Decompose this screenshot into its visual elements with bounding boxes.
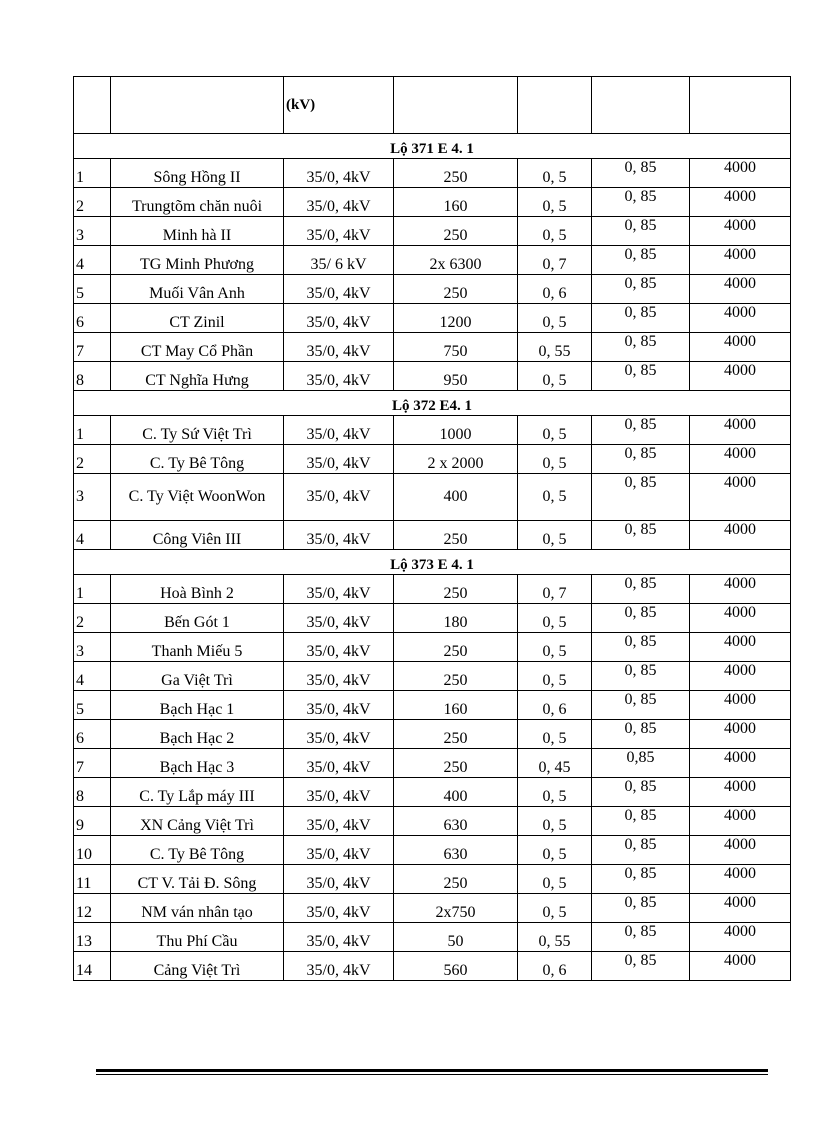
capacity-cell: 2x750 bbox=[394, 894, 518, 923]
load-factor-cell: 0, 45 bbox=[518, 749, 592, 778]
name-cell: Bến Gót 1 bbox=[111, 604, 284, 633]
stt-cell: 1 bbox=[74, 159, 111, 188]
hours-cell: 4000 bbox=[690, 575, 791, 604]
voltage-cell: 35/ 6 kV bbox=[284, 246, 394, 275]
name-cell: C. Ty Việt WoonWon bbox=[111, 474, 284, 521]
hours-cell: 4000 bbox=[690, 662, 791, 691]
group-title: Lộ 371 E 4. 1 bbox=[74, 134, 791, 159]
transformer-table bbox=[73, 76, 791, 981]
name-cell: Sông Hồng II bbox=[111, 159, 284, 188]
load-factor-cell: 0, 5 bbox=[518, 720, 592, 749]
capacity-cell: 50 bbox=[394, 923, 518, 952]
capacity-cell: 1000 bbox=[394, 416, 518, 445]
name-cell: C. Ty Sứ Việt Trì bbox=[111, 416, 284, 445]
name-cell: Hoà Bình 2 bbox=[111, 575, 284, 604]
voltage-cell: 35/0, 4kV bbox=[284, 720, 394, 749]
table-row bbox=[74, 720, 791, 749]
hours-cell: 4000 bbox=[690, 691, 791, 720]
load-factor-cell: 0, 7 bbox=[518, 575, 592, 604]
header-cell-stt bbox=[74, 77, 111, 134]
power-factor-cell: 0, 85 bbox=[592, 691, 690, 720]
power-factor-cell: 0, 85 bbox=[592, 662, 690, 691]
voltage-cell: 35/0, 4kV bbox=[284, 807, 394, 836]
capacity-cell: 400 bbox=[394, 778, 518, 807]
table-row bbox=[74, 362, 791, 391]
power-factor-cell: 0, 85 bbox=[592, 923, 690, 952]
group-header-row bbox=[74, 391, 791, 416]
power-factor-cell: 0, 85 bbox=[592, 362, 690, 391]
load-factor-cell: 0, 5 bbox=[518, 865, 592, 894]
power-factor-cell: 0, 85 bbox=[592, 720, 690, 749]
stt-cell: 4 bbox=[74, 521, 111, 550]
voltage-cell: 35/0, 4kV bbox=[284, 836, 394, 865]
voltage-cell: 35/0, 4kV bbox=[284, 521, 394, 550]
table-row bbox=[74, 521, 791, 550]
power-factor-cell: 0, 85 bbox=[592, 604, 690, 633]
name-cell: Công Viên III bbox=[111, 521, 284, 550]
load-factor-cell: 0, 5 bbox=[518, 836, 592, 865]
stt-cell: 9 bbox=[74, 807, 111, 836]
power-factor-cell: 0,85 bbox=[592, 749, 690, 778]
table-row bbox=[74, 691, 791, 720]
hours-cell: 4000 bbox=[690, 894, 791, 923]
stt-cell: 8 bbox=[74, 362, 111, 391]
load-factor-cell: 0, 5 bbox=[518, 778, 592, 807]
hours-cell: 4000 bbox=[690, 217, 791, 246]
capacity-cell: 2x 6300 bbox=[394, 246, 518, 275]
group-title: Lộ 372 E4. 1 bbox=[74, 391, 791, 416]
table-row bbox=[74, 807, 791, 836]
voltage-cell: 35/0, 4kV bbox=[284, 575, 394, 604]
footer-rule-thick bbox=[96, 1069, 768, 1072]
name-cell: Thanh Miếu 5 bbox=[111, 633, 284, 662]
stt-cell: 3 bbox=[74, 217, 111, 246]
power-factor-cell: 0, 85 bbox=[592, 275, 690, 304]
capacity-cell: 250 bbox=[394, 633, 518, 662]
table-body bbox=[74, 77, 791, 981]
name-cell: NM ván nhân tạo bbox=[111, 894, 284, 923]
load-factor-cell: 0, 5 bbox=[518, 304, 592, 333]
hours-cell: 4000 bbox=[690, 749, 791, 778]
hours-cell: 4000 bbox=[690, 604, 791, 633]
hours-cell: 4000 bbox=[690, 416, 791, 445]
name-cell: XN Cảng Việt Trì bbox=[111, 807, 284, 836]
stt-cell: 6 bbox=[74, 304, 111, 333]
load-factor-cell: 0, 7 bbox=[518, 246, 592, 275]
capacity-cell: 250 bbox=[394, 575, 518, 604]
voltage-cell: 35/0, 4kV bbox=[284, 474, 394, 521]
capacity-cell: 160 bbox=[394, 691, 518, 720]
stt-cell: 4 bbox=[74, 246, 111, 275]
power-factor-cell: 0, 85 bbox=[592, 633, 690, 662]
table-row bbox=[74, 575, 791, 604]
power-factor-cell: 0, 85 bbox=[592, 836, 690, 865]
voltage-cell: 35/0, 4kV bbox=[284, 445, 394, 474]
table-row bbox=[74, 474, 791, 521]
table-row bbox=[74, 416, 791, 445]
hours-cell: 4000 bbox=[690, 778, 791, 807]
stt-cell: 8 bbox=[74, 778, 111, 807]
name-cell: Bạch Hạc 3 bbox=[111, 749, 284, 778]
table-row bbox=[74, 333, 791, 362]
voltage-cell: 35/0, 4kV bbox=[284, 275, 394, 304]
power-factor-cell: 0, 85 bbox=[592, 952, 690, 981]
hours-cell: 4000 bbox=[690, 807, 791, 836]
table-row bbox=[74, 633, 791, 662]
voltage-cell: 35/0, 4kV bbox=[284, 188, 394, 217]
hours-cell: 4000 bbox=[690, 159, 791, 188]
capacity-cell: 630 bbox=[394, 807, 518, 836]
stt-cell: 14 bbox=[74, 952, 111, 981]
capacity-cell: 750 bbox=[394, 333, 518, 362]
table-row bbox=[74, 662, 791, 691]
name-cell: CT V. Tải Đ. Sông bbox=[111, 865, 284, 894]
stt-cell: 3 bbox=[74, 474, 111, 521]
stt-cell: 12 bbox=[74, 894, 111, 923]
capacity-cell: 400 bbox=[394, 474, 518, 521]
power-factor-cell: 0, 85 bbox=[592, 159, 690, 188]
hours-cell: 4000 bbox=[690, 246, 791, 275]
header-cell-hours bbox=[690, 77, 791, 134]
header-cell-capacity bbox=[394, 77, 518, 134]
hours-cell: 4000 bbox=[690, 923, 791, 952]
hours-cell: 4000 bbox=[690, 362, 791, 391]
stt-cell: 4 bbox=[74, 662, 111, 691]
stt-cell: 2 bbox=[74, 188, 111, 217]
load-factor-cell: 0, 5 bbox=[518, 362, 592, 391]
table-row bbox=[74, 304, 791, 333]
header-cell-load-factor bbox=[518, 77, 592, 134]
table-row bbox=[74, 865, 791, 894]
capacity-cell: 180 bbox=[394, 604, 518, 633]
hours-cell: 4000 bbox=[690, 333, 791, 362]
hours-cell: 4000 bbox=[690, 474, 791, 521]
stt-cell: 5 bbox=[74, 275, 111, 304]
name-cell: Bạch Hạc 1 bbox=[111, 691, 284, 720]
name-cell: CT May Cổ Phần bbox=[111, 333, 284, 362]
power-factor-cell: 0, 85 bbox=[592, 246, 690, 275]
load-factor-cell: 0, 6 bbox=[518, 275, 592, 304]
name-cell: Thu Phí Cầu bbox=[111, 923, 284, 952]
load-factor-cell: 0, 5 bbox=[518, 474, 592, 521]
voltage-cell: 35/0, 4kV bbox=[284, 633, 394, 662]
hours-cell: 4000 bbox=[690, 836, 791, 865]
power-factor-cell: 0, 85 bbox=[592, 304, 690, 333]
capacity-cell: 250 bbox=[394, 159, 518, 188]
power-factor-cell: 0, 85 bbox=[592, 445, 690, 474]
load-factor-cell: 0, 5 bbox=[518, 894, 592, 923]
voltage-cell: 35/0, 4kV bbox=[284, 217, 394, 246]
power-factor-cell: 0, 85 bbox=[592, 474, 690, 521]
footer-rule-thin bbox=[96, 1074, 768, 1075]
header-cell-power-factor bbox=[592, 77, 690, 134]
voltage-cell: 35/0, 4kV bbox=[284, 749, 394, 778]
load-factor-cell: 0, 6 bbox=[518, 691, 592, 720]
voltage-cell: 35/0, 4kV bbox=[284, 691, 394, 720]
table-row bbox=[74, 159, 791, 188]
load-factor-cell: 0, 5 bbox=[518, 521, 592, 550]
group-header-row bbox=[74, 550, 791, 575]
table-row bbox=[74, 894, 791, 923]
name-cell: Cảng Việt Trì bbox=[111, 952, 284, 981]
capacity-cell: 250 bbox=[394, 749, 518, 778]
voltage-cell: 35/0, 4kV bbox=[284, 159, 394, 188]
load-factor-cell: 0, 5 bbox=[518, 662, 592, 691]
stt-cell: 13 bbox=[74, 923, 111, 952]
voltage-cell: 35/0, 4kV bbox=[284, 894, 394, 923]
load-factor-cell: 0, 55 bbox=[518, 333, 592, 362]
name-cell: C. Ty Lắp máy III bbox=[111, 778, 284, 807]
table-row bbox=[74, 604, 791, 633]
name-cell: Trungtõm chăn nuôi bbox=[111, 188, 284, 217]
name-cell: CT Nghĩa Hưng bbox=[111, 362, 284, 391]
power-factor-cell: 0, 85 bbox=[592, 575, 690, 604]
capacity-cell: 250 bbox=[394, 275, 518, 304]
stt-cell: 5 bbox=[74, 691, 111, 720]
power-factor-cell: 0, 85 bbox=[592, 865, 690, 894]
group-title: Lộ 373 E 4. 1 bbox=[74, 550, 791, 575]
power-factor-cell: 0, 85 bbox=[592, 188, 690, 217]
stt-cell: 6 bbox=[74, 720, 111, 749]
capacity-cell: 250 bbox=[394, 720, 518, 749]
table-row bbox=[74, 445, 791, 474]
voltage-cell: 35/0, 4kV bbox=[284, 923, 394, 952]
load-factor-cell: 0, 5 bbox=[518, 807, 592, 836]
power-factor-cell: 0, 85 bbox=[592, 521, 690, 550]
header-cell-voltage: (kV) bbox=[284, 77, 394, 134]
capacity-cell: 2 x 2000 bbox=[394, 445, 518, 474]
load-factor-cell: 0, 5 bbox=[518, 416, 592, 445]
stt-cell: 2 bbox=[74, 445, 111, 474]
stt-cell: 10 bbox=[74, 836, 111, 865]
capacity-cell: 250 bbox=[394, 521, 518, 550]
stt-cell: 1 bbox=[74, 416, 111, 445]
voltage-cell: 35/0, 4kV bbox=[284, 362, 394, 391]
capacity-cell: 630 bbox=[394, 836, 518, 865]
table-row bbox=[74, 188, 791, 217]
stt-cell: 7 bbox=[74, 333, 111, 362]
hours-cell: 4000 bbox=[690, 865, 791, 894]
name-cell: Minh hà II bbox=[111, 217, 284, 246]
name-cell: Muối Vân Anh bbox=[111, 275, 284, 304]
power-factor-cell: 0, 85 bbox=[592, 807, 690, 836]
name-cell: C. Ty Bê Tông bbox=[111, 445, 284, 474]
power-factor-cell: 0, 85 bbox=[592, 217, 690, 246]
load-factor-cell: 0, 5 bbox=[518, 188, 592, 217]
stt-cell: 11 bbox=[74, 865, 111, 894]
name-cell: Ga Việt Trì bbox=[111, 662, 284, 691]
voltage-cell: 35/0, 4kV bbox=[284, 416, 394, 445]
group-header-row bbox=[74, 134, 791, 159]
voltage-cell: 35/0, 4kV bbox=[284, 604, 394, 633]
name-cell: CT Zinil bbox=[111, 304, 284, 333]
hours-cell: 4000 bbox=[690, 720, 791, 749]
stt-cell: 1 bbox=[74, 575, 111, 604]
name-cell: C. Ty Bê Tông bbox=[111, 836, 284, 865]
voltage-cell: 35/0, 4kV bbox=[284, 778, 394, 807]
header-cell-name bbox=[111, 77, 284, 134]
header-row bbox=[74, 77, 791, 134]
power-factor-cell: 0, 85 bbox=[592, 416, 690, 445]
stt-cell: 7 bbox=[74, 749, 111, 778]
load-factor-cell: 0, 5 bbox=[518, 604, 592, 633]
capacity-cell: 160 bbox=[394, 188, 518, 217]
stt-cell: 2 bbox=[74, 604, 111, 633]
table-row bbox=[74, 952, 791, 981]
table-row bbox=[74, 749, 791, 778]
voltage-cell: 35/0, 4kV bbox=[284, 333, 394, 362]
table-row bbox=[74, 275, 791, 304]
voltage-cell: 35/0, 4kV bbox=[284, 304, 394, 333]
voltage-cell: 35/0, 4kV bbox=[284, 952, 394, 981]
voltage-cell: 35/0, 4kV bbox=[284, 662, 394, 691]
hours-cell: 4000 bbox=[690, 188, 791, 217]
hours-cell: 4000 bbox=[690, 275, 791, 304]
hours-cell: 4000 bbox=[690, 445, 791, 474]
capacity-cell: 250 bbox=[394, 662, 518, 691]
capacity-cell: 250 bbox=[394, 217, 518, 246]
hours-cell: 4000 bbox=[690, 633, 791, 662]
name-cell: Bạch Hạc 2 bbox=[111, 720, 284, 749]
capacity-cell: 560 bbox=[394, 952, 518, 981]
load-factor-cell: 0, 5 bbox=[518, 445, 592, 474]
load-factor-cell: 0, 5 bbox=[518, 633, 592, 662]
stt-cell: 3 bbox=[74, 633, 111, 662]
load-factor-cell: 0, 5 bbox=[518, 217, 592, 246]
table-row bbox=[74, 836, 791, 865]
capacity-cell: 1200 bbox=[394, 304, 518, 333]
table-row bbox=[74, 246, 791, 275]
hours-cell: 4000 bbox=[690, 952, 791, 981]
hours-cell: 4000 bbox=[690, 304, 791, 333]
power-factor-cell: 0, 85 bbox=[592, 778, 690, 807]
table-row bbox=[74, 923, 791, 952]
table-row bbox=[74, 778, 791, 807]
capacity-cell: 250 bbox=[394, 865, 518, 894]
load-factor-cell: 0, 5 bbox=[518, 159, 592, 188]
load-factor-cell: 0, 55 bbox=[518, 923, 592, 952]
voltage-cell: 35/0, 4kV bbox=[284, 865, 394, 894]
name-cell: TG Minh Phương bbox=[111, 246, 284, 275]
table-row bbox=[74, 217, 791, 246]
power-factor-cell: 0, 85 bbox=[592, 333, 690, 362]
power-factor-cell: 0, 85 bbox=[592, 894, 690, 923]
capacity-cell: 950 bbox=[394, 362, 518, 391]
load-factor-cell: 0, 6 bbox=[518, 952, 592, 981]
hours-cell: 4000 bbox=[690, 521, 791, 550]
